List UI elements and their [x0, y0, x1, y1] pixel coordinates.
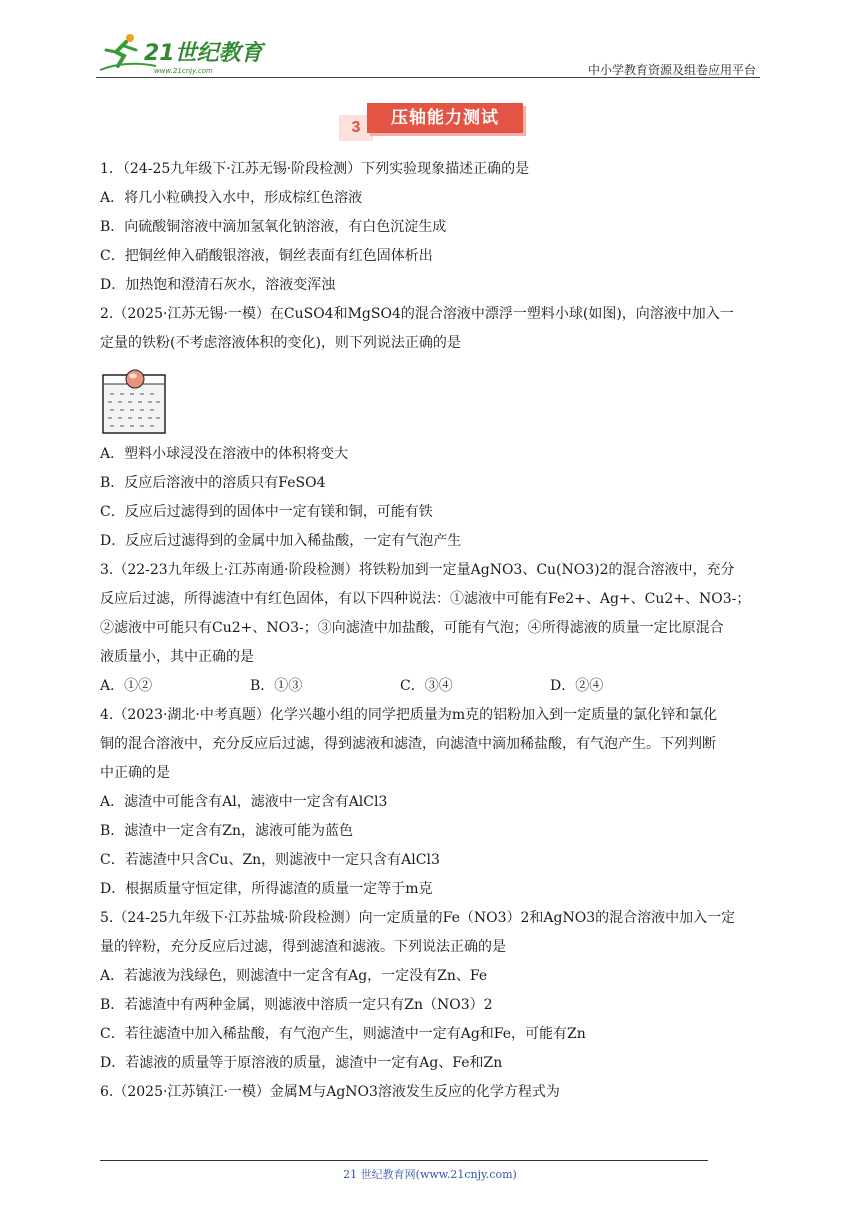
question-stem: 5.（24-25九年级下·江苏盐城·阶段检测）向一定质量的Fe（NO3）2和AgNO3的混合溶液中加入一定: [100, 910, 736, 926]
question-stem: 6.（2025·江苏镇江·一模）金属M与AgNO3溶液发生反应的化学方程式为: [100, 1084, 560, 1100]
question-stem: 4.（2023·湖北·中考真题）化学兴趣小组的同学把质量为m克的铝粉加入到一定质量的氯化锌和氯化: [100, 707, 718, 723]
option-b: B．滤渣中一定含有Zn，滤液可能为蓝色: [100, 823, 354, 839]
banner-title: 压轴能力测试: [367, 103, 523, 133]
header-platform-text: 中小学教育资源及组卷应用平台: [587, 63, 756, 77]
page-header: [96, 30, 766, 78]
option-a: A．①②: [100, 678, 153, 694]
option-a: A．塑料小球浸没在溶液中的体积将变大: [100, 446, 349, 462]
banner-number: 3: [339, 115, 373, 141]
question-stem: 铜的混合溶液中，充分反应后过滤，得到滤液和滤渣，向滤渣中滴加稀盐酸，有气泡产生。下列判断: [100, 736, 716, 752]
question-2: [100, 300, 768, 556]
option-d: D．根据质量守恒定律，所得滤渣的质量一定等于m克: [100, 881, 433, 897]
option-d: D．加热饱和澄清石灰水，溶液变浑浊: [100, 277, 336, 293]
option-d: D．若滤液的质量等于原溶液的质量，滤渣中一定有Ag、Fe和Zn: [100, 1055, 503, 1071]
header-divider: [96, 77, 760, 78]
question-4: [100, 701, 768, 904]
question-stem: 量的锌粉，充分反应后过滤，得到滤渣和滤液。下列说法正确的是: [100, 939, 506, 955]
beaker-figure: [102, 362, 168, 436]
option-b: B．向硫酸铜溶液中滴加氢氧化钠溶液，有白色沉淀生成: [100, 219, 447, 235]
question-3: [100, 556, 768, 701]
option-a: A．滤渣中可能含有Al，滤液中一定含有AlCl3: [100, 794, 388, 810]
site-logo: [96, 30, 266, 76]
question-stem: ②滤液中可能只有Cu2+、NO3-；③向滤渣中加盐酸，可能有气泡；④所得滤液的质量一定比原混合: [100, 620, 724, 636]
option-c: C．把铜丝伸入硝酸银溶液，铜丝表面有红色固体析出: [100, 248, 433, 264]
option-b: B．①③: [250, 678, 303, 694]
question-stem: 反应后过滤，所得滤渣中有红色固体，有以下四种说法：①滤液中可能有Fe2+、Ag+、Cu2+、NO3-；: [100, 591, 751, 607]
option-b: B．若滤渣中有两种金属，则滤液中溶质一定只有Zn（NO3）2: [100, 997, 493, 1013]
option-c: C．若滤渣中只含Cu、Zn，则滤液中一定只含有AlCl3: [100, 852, 440, 868]
question-6: [100, 1078, 768, 1107]
option-c: C．反应后过滤得到的固体中一定有镁和铜，可能有铁: [100, 504, 433, 520]
question-stem: 液质量小，其中正确的是: [100, 649, 254, 665]
option-a: A．若滤液为浅绿色，则滤渣中一定含有Ag，一定没有Zn、Fe: [100, 968, 488, 984]
question-stem: 中正确的是: [100, 765, 170, 781]
section-banner: [339, 103, 529, 143]
footer-divider: [100, 1160, 708, 1161]
question-stem: 3.（22-23九年级上·江苏南通·阶段检测）将铁粉加到一定量AgNO3、Cu(NO3)2的混合溶液中，充分: [100, 562, 735, 578]
footer-text: 21 世纪教育网(www.21cnjy.com): [343, 1168, 517, 1181]
question-5: [100, 904, 768, 1078]
option-a: A．将几小粒碘投入水中，形成棕红色溶液: [100, 190, 363, 206]
svg-text:21世纪教育: 21世纪教育: [144, 41, 263, 66]
question-1: [100, 155, 768, 300]
options-row: [100, 672, 768, 701]
question-stem: 定量的铁粉(不考虑溶液体积的变化)，则下列说法正确的是: [100, 335, 461, 351]
svg-text:www.21cnjy.com: www.21cnjy.com: [154, 67, 213, 75]
question-stem: 2.（2025·江苏无锡·一模）在CuSO4和MgSO4的混合溶液中漂浮一塑料小球(如图)，向溶液中加入一: [100, 306, 734, 322]
figure-wrap: [100, 358, 768, 440]
option-c: C．③④: [400, 678, 453, 694]
option-c: C．若往滤渣中加入稀盐酸，有气泡产生，则滤渣中一定有Ag和Fe，可能有Zn: [100, 1026, 586, 1042]
plastic-ball: [126, 370, 144, 388]
option-b: B．反应后溶液中的溶质只有FeSO4: [100, 475, 326, 491]
questions-body: [100, 155, 768, 1107]
question-stem: 1．（24-25九年级下·江苏无锡·阶段检测）下列实验现象描述正确的是: [100, 161, 530, 177]
option-d: D．②④: [550, 678, 604, 694]
option-d: D．反应后过滤得到的金属中加入稀盐酸，一定有气泡产生: [100, 533, 462, 549]
